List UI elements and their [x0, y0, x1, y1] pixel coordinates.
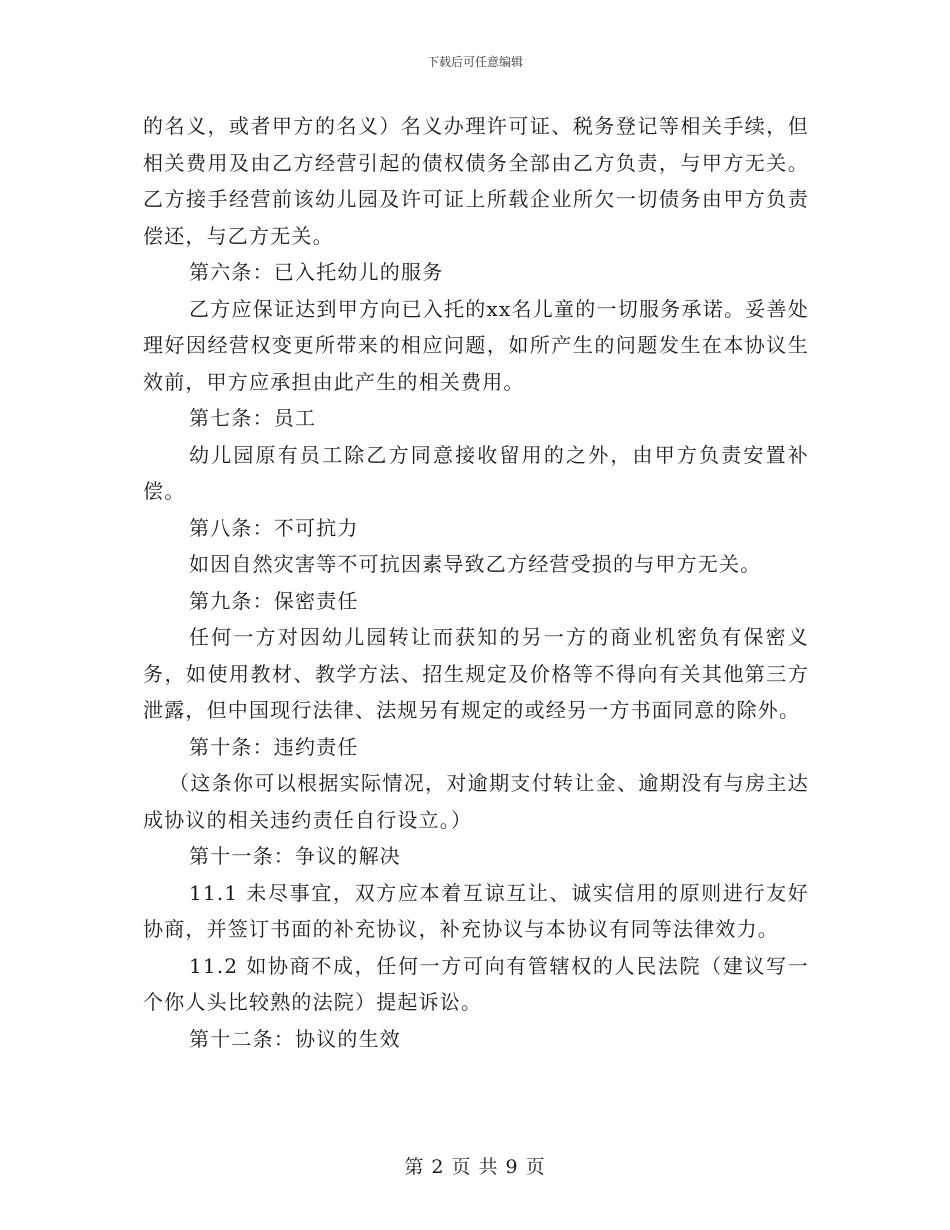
article-6-heading: 第六条：已入托幼儿的服务 — [189, 260, 444, 284]
document-body — [143, 108, 809, 1057]
article-11-heading: 第十一条：争议的解决 — [189, 844, 401, 868]
article-9-heading: 第九条：保密责任 — [189, 588, 359, 613]
article-7-body: 幼儿园原有员工除乙方同意接收留用的之外，由甲方负责安置补偿。 — [143, 442, 809, 503]
article-11-clause-1: 11.1 未尽事宜，双方应本着互谅互让、诚实信用的原则进行友好协商，并签订书面的补充协议，补充协议与本协议有同等法律效力。 — [143, 880, 809, 941]
article-11-clause-2: 11.2 如协商不成，任何一方可向有管辖权的人民法院（建议写一个你人头比较熟的法院）提起诉讼。 — [143, 953, 809, 1014]
paragraph-continuation: 的名义，或者甲方的名义）名义办理许可证、税务登记等相关手续，但相关费用及由乙方经营引起的债权债务全部由乙方负责，与甲方无关。乙方接手经营前该幼儿园及许可证上所载企业所欠一切债务由甲方负责偿还，与乙方无关。 — [143, 114, 809, 248]
article-9-body: 任何一方对因幼儿园转让而获知的另一方的商业机密负有保密义务，如使用教材、教学方法、招生规定及价格等不得向有关其他第三方泄露，但中国现行法律、法规另有规定的或经另一方书面同意的除外。 — [143, 625, 809, 722]
article-7-heading: 第七条：员工 — [189, 406, 317, 430]
article-10-heading: 第十条：违约责任 — [189, 734, 359, 759]
article-12-heading: 第十二条：协议的生效 — [189, 1026, 401, 1051]
article-8-body: 如因自然灾害等不可抗因素导致乙方经营受损的与甲方无关。 — [189, 552, 762, 576]
article-6-body: 乙方应保证达到甲方向已入托的xx名儿童的一切服务承诺。妥善处理好因经营权变更所带来的相应问题，如所产生的问题发生在本协议生效前，甲方应承担由此产生的相关费用。 — [143, 296, 809, 394]
article-8-heading: 第八条：不可抗力 — [189, 515, 359, 540]
page-number-footer: 第 2 页 共 9 页 — [404, 1156, 546, 1178]
article-10-body: （这条你可以根据实际情况，对逾期支付转让金、逾期没有与房主达成协议的相关违约责任自行设立。） — [143, 771, 809, 832]
page-header-note: 下载后可任意编辑 — [426, 55, 523, 69]
